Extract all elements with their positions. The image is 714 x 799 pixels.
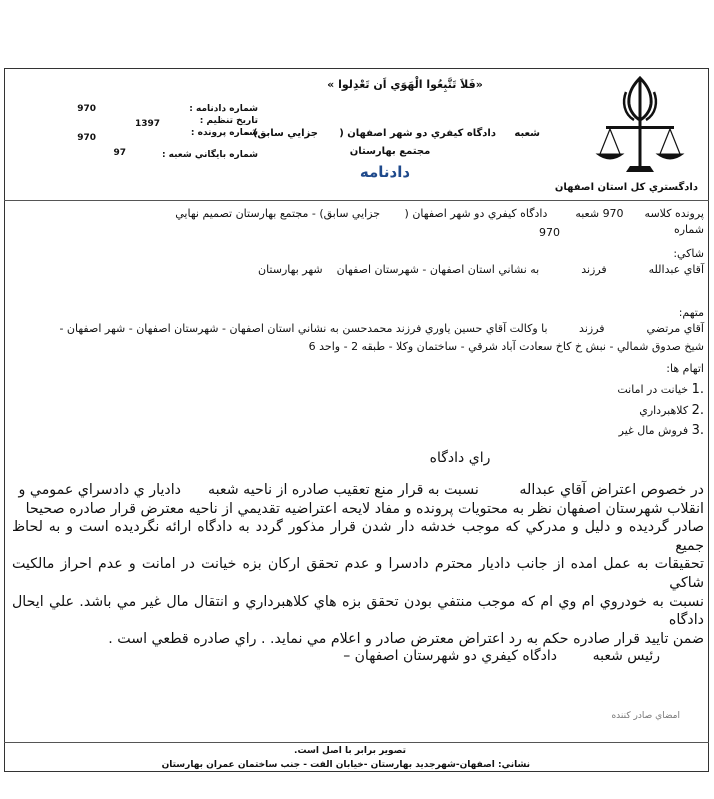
footer-certified: تصوير برابر با اصل است.	[294, 746, 406, 756]
ruling-line: نسبت به خودروي ام وي ام كه موجب منتفي بودن تحقق بزه هاي كلاهبرداري و انتقال مال غير مي باشد. علي ايحال دادگاه	[12, 593, 704, 629]
header-divider	[4, 200, 709, 201]
date-label: تاريخ تنظيم :	[199, 116, 258, 126]
accused-line-1: آقاي مرتضي فرزند با وكالت آقاي حسين ياوري فرزند محمدحسن به نشاني استان اصفهان - شهرستان اصفهان - شهر اصفهان -	[59, 322, 704, 335]
judiciary-emblem	[592, 72, 688, 180]
charge-item: .3 فروش مال غير	[618, 423, 704, 438]
ruling-line: انقلاب شهرستان اصفهان نظر به محتويات پرونده و مفاد لايحه اعتراضيه تقديمي از ناحيه معترض قرار صادره صحيحا	[25, 500, 704, 517]
accused-label: متهم:	[678, 306, 704, 319]
archive-label: شماره بايگاني شعبه :	[161, 150, 258, 160]
case-number-value: 970	[539, 226, 560, 239]
plaintiff-line: آقاي عبدالله فرزند به نشاني استان اصفهان - شهرستان اصفهان شهر بهارستان	[258, 263, 704, 276]
verdict-no-value: 970	[77, 104, 96, 114]
case-class-line: پرونده كلاسه 970 شعبه دادگاه كيفري دو شهر اصفهان ( جزايي سابق) - مجتمع بهارستان تصميم نهايي	[175, 207, 704, 220]
court-branch-label: شعبه	[514, 128, 540, 139]
header-verse: «فَلاَ تَتَّبِعُوا الْهَوَي اَن تَعْدِلوا »	[327, 78, 483, 91]
verdict-no-label: شماره دادنامه :	[189, 104, 258, 114]
case-no-label: شماره پرونده :	[190, 128, 258, 138]
ruling-body	[12, 481, 704, 648]
footer-divider	[4, 742, 709, 743]
date-value: 1397	[134, 119, 160, 129]
ruling-line: ضمن تاييد قرار صادره حكم به رد اعتراض معترض صادر و اعلام مي نمايد. . راي صادره قطعي است .	[108, 630, 704, 647]
ruling-line: در خصوص اعتراض آقاي عبداله نسبت به قرار منع تعقيب صادره از ناحيه شعبه داديار ي دادسراي عمومي و	[18, 482, 704, 498]
ruling-line: صادر گرديده و دليل و مدركي كه موجب خدشه دار شدن قرار مذكور گردد به دادگاه ارائه نگرديده است و به لحاظ جميع	[12, 519, 704, 554]
archive-value: 97	[113, 148, 126, 158]
case-number-label: شماره	[673, 223, 704, 236]
plaintiff-label: شاكي:	[673, 247, 704, 260]
court-previous-name: جزايي سابق) -	[245, 128, 318, 139]
charge-item: .1 خيانت در امانت	[617, 382, 704, 397]
org-name: دادگستري كل استان اصفهان	[554, 182, 698, 193]
accused-line-2: شيخ صدوق شمالي - نبش خ كاخ سعادت آباد شرقي - ساختمان وكلا - طبقه 2 - واحد 6	[308, 340, 704, 353]
signature-line: رئيس شعبه دادگاه كيفري دو شهرستان اصفهان –	[343, 648, 660, 664]
court-name: دادگاه كيفري دو شهر اصفهان (	[339, 128, 496, 139]
ruling-title: راي دادگاه	[429, 450, 491, 466]
charge-item: .2 كلاهبرداري	[639, 403, 704, 418]
charges-label: اتهام ها:	[666, 362, 704, 375]
court-complex: مجتمع بهارستان	[349, 146, 431, 157]
signer-note: امضاي صادر كننده	[611, 711, 680, 721]
case-no-value: 970	[77, 133, 96, 143]
doc-type-title: دادنامه	[359, 163, 411, 181]
footer-address: نشاني: اصفهان-شهرجديد بهارستان -خيابان الفت - جنب ساختمان عمران بهارستان	[161, 760, 530, 770]
ruling-line: تحقيقات به عمل امده از جانب داديار محترم دادسرا و عدم تحقق اركان بزه خيانت در امانت و عدم احراز مالكيت شاكي	[12, 556, 704, 591]
